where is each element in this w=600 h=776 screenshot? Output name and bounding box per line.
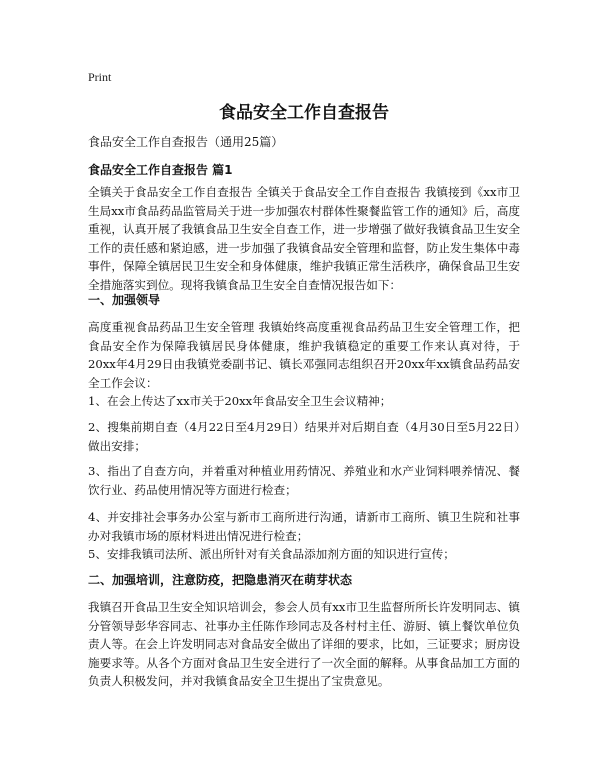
heading-leadership: 一、加强领导 [88,293,161,307]
document-subtitle: 食品安全工作自查报告（通用25篇） [88,135,284,149]
print-label[interactable]: Print [88,70,112,84]
document-title: 食品安全工作自查报告 [219,103,389,123]
list-item: 2、搜集前期自查（4月22日至4月29日）结果并对后期自查（4月30日至5月22日）做出安排； [88,420,520,453]
heading-training: 二、加强培训，注意防疫，把隐患消灭在萌芽状态 [88,573,353,587]
list-item: 1、在会上传达了xx市关于20xx年食品安全卫生会议精神； [88,394,392,408]
leadership-paragraph: 高度重视食品药品卫生安全管理 我镇始终高度重视食品药品卫生安全管理工作，把食品安全作为保障我镇居民身体健康，维护我镇稳定的重要工作来认真对待，于20xx年4月29日由我镇党委副书记、镇长邓强同志组织召开20xx年xx镇食品药品安全工作会议： [88,320,520,390]
list-item: 3、指出了自查方向，并着重对种植业用药情况、养殖业和水产业饲料喂养情况、餐饮行业、药品使用情况等方面进行检查； [88,464,520,497]
section-title: 食品安全工作自查报告 篇1 [88,163,233,177]
intro-paragraph: 全镇关于食品安全工作自查报告 全镇关于食品安全工作自查报告 我镇接到《xx市卫生局xx市食品药品监管局关于进一步加强农村群体性聚餐监管工作的通知》后，高度重视，认真开展了我镇食品卫生安全自查工作，进一步增强了做好我镇食品卫生安全工作的责任感和紧迫感，进一步加强了我镇食品安全管理和监督，防止发生集体中毒事件，保障全镇居民卫生安全和身体健康，维护我镇正常生活秩序，确保食品卫生安全措施落实到位。现将我镇食品卫生安全自查情况报告如下： [88,185,520,292]
list-item: 4、并安排社会事务办公室与新市工商所进行沟通，请新市工商所、镇卫生院和社事办对我镇市场的原材料进出情况进行检查； [88,510,520,543]
list-item: 5、安排我镇司法所、派出所针对有关食品添加剂方面的知识进行宣传； [88,547,455,561]
training-paragraph: 我镇召开食品卫生安全知识培训会，参会人员有xx市卫生监督所所长许发明同志、镇分管领导彭华容同志、社事办主任陈作珍同志及各村村主任、游厨、镇上餐饮单位负责人等。在会上许发明同志对食品安全做出了详细的要求，比如，三证要求；厨房设施要求等。从各个方面对食品卫生安全进行了一次全面的解释。从事食品加工方面的负责人积极发问，并对我镇食品安全卫生提出了宝贵意见。 [88,600,520,688]
